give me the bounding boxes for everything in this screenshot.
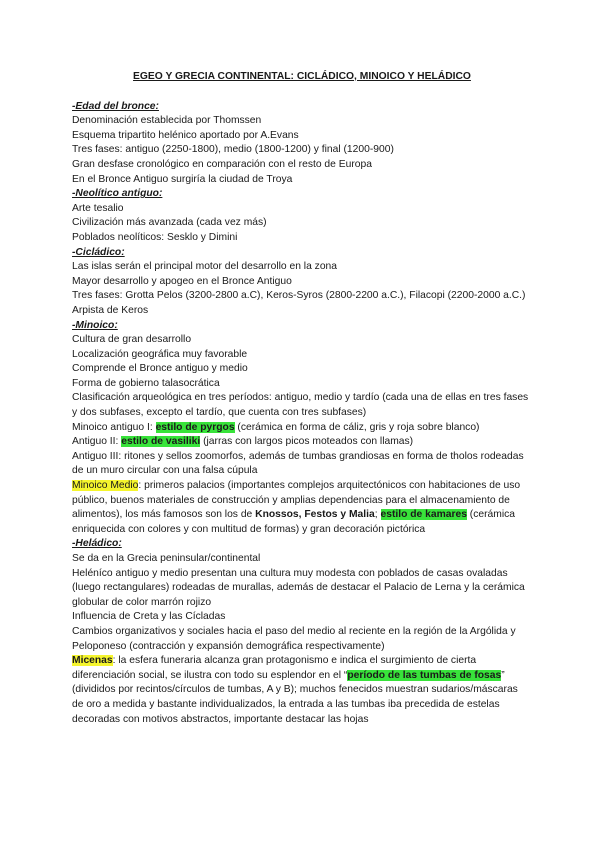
section-heading-bronce: -Edad del bronce:: [72, 100, 159, 112]
minoico-antiguo-1-desc: (cerámica en forma de cáliz, gris y roja sobre blanco): [234, 421, 480, 433]
minoico-medio-semicolon: ;: [374, 509, 378, 521]
neolitico-line: Poblados neolíticos: Sesklo y Dimini: [72, 231, 238, 243]
highlight-micenas: Micenas: [72, 655, 113, 667]
section-heading-neolitico: -Neolítico antiguo:: [72, 188, 163, 200]
minoico-antiguo-1: [72, 421, 532, 436]
section-heading-heladico: -Heládico:: [72, 538, 122, 550]
minoico-medio: [72, 479, 532, 537]
highlight-estilo-kamares: estilo de kamares: [380, 509, 467, 521]
bronce-line: En el Bronce Antiguo surgiría la ciudad de Troya: [72, 173, 293, 185]
cicladico-line: Tres fases: Grotta Pelos (3200-2800 a.C), Keros-Syros (2800-2200 a.C.), Filacopi (2200-2000 a.C.): [72, 290, 526, 302]
highlight-estilo-pyrgos: estilo de pyrgos: [155, 421, 235, 433]
cicladico-line: Mayor desarrollo y apogeo en el Bronce Antiguo: [72, 275, 292, 287]
minoico-antiguo-1-label: Minoico antiguo I:: [72, 421, 156, 433]
section-heading-cicladico: -Cicládico:: [72, 246, 125, 258]
minoico-line: Localización geográfica muy favorable: [72, 348, 248, 360]
bronce-line: Denominación establecida por Thomssen: [72, 115, 262, 127]
minoico-antiguo-2-desc: (jarras con largos picos moteados con llamas): [200, 436, 414, 448]
section-heading-minoico: -Minoico:: [72, 319, 118, 331]
micenas-desc-1: : la esfera funeraria alcanza gran protagonismo e indica el surgimiento de cierta diferenciación social, se ilustra con todo su esplendor en el “: [72, 655, 477, 681]
cicladico-line: Las islas serán el principal motor del desarrollo en la zona: [72, 261, 337, 273]
kamares-desc: (cerámica enriquecida con colores y con multitud de formas) y gran decoración pictórica: [72, 509, 515, 535]
palacios-names: Knossos, Festos y Malia: [255, 509, 375, 521]
minoico-line: Forma de gobierno talasocrática: [72, 377, 220, 389]
heladico-line: Influencia de Creta y las Cícladas: [72, 611, 226, 623]
minoico-line: Clasificación arqueológica en tres períodos: antiguo, medio y tardío (cada una de ellas en tres fases y dos subfases, excepto el tardío, que cuenta con tres subfases): [72, 392, 529, 419]
bronce-line: Gran desfase cronológico en comparación con el resto de Europa: [72, 158, 372, 170]
document-page: [72, 70, 532, 727]
cicladico-line: Arpista de Keros: [72, 304, 149, 316]
minoico-antiguo-2-label: Antiguo II:: [72, 436, 122, 448]
minoico-antiguo-2: [72, 435, 532, 450]
minoico-antiguo-3: Antiguo III: ritones y sellos zoomorfos, además de tumbas grandiosas en forma de tholos rodeadas de un muro circular con una falsa cúpula: [72, 450, 524, 477]
minoico-line: Cultura de gran desarrollo: [72, 334, 192, 346]
heladico-line: Heléníco antiguo y medio presentan una cultura muy modesta con poblados de casas ovaladas (luego rectangulares) rodeadas de murallas, además de destacar el Palacio de Lerna y la cerámica globular de color marrón rojizo: [72, 567, 525, 608]
heladico-line: Se da en la Grecia peninsular/continental: [72, 553, 261, 564]
neolitico-line: Arte tesalio: [72, 202, 124, 214]
micenas-desc-2: ” (divididos por recintos/círculos de tumbas, A y B); muchos fenecidos muestran sudarios/máscaras de oro a medida y bastante individualizados, la entrada a las tumbas iba precedida de estelas decoradas con motivos abstractos, importante destacar las hojas: [72, 669, 518, 725]
neolitico-line: Civilización más avanzada (cada vez más): [72, 217, 267, 229]
bronce-line: Tres fases: antiguo (2250-1800), medio (1800-1200) y final (1200-900): [72, 144, 394, 156]
heladico-line: Cambios organizativos y sociales hacia el paso del medio al reciente en la región de la Argólida y Peloponeso (contracción y expansión demográfica respectivamente): [72, 625, 516, 652]
highlight-estilo-vasiliki: estilo de vasiliki: [121, 436, 201, 448]
bronce-line: Esquema tripartito helénico aportado por A.Evans: [72, 129, 299, 141]
minoico-line: Comprende el Bronce antiguo y medio: [72, 363, 248, 375]
highlight-minoico-medio: Minoico Medio: [72, 480, 139, 492]
document-title: EGEO Y GRECIA CONTINENTAL: CICLÁDICO, MINOICO Y HELÁDICO: [133, 71, 471, 82]
highlight-tumbas-fosas: período de las tumbas de fosas: [347, 669, 502, 681]
minoico-medio-desc: : primeros palacios (importantes complejos arquitectónicos con habitaciones de uso público, buenos materiales de construcción y amplias dependencias para el almacenamiento de alimentos), los más famosos son los de: [72, 480, 521, 521]
heladico-micenas: [72, 654, 532, 727]
